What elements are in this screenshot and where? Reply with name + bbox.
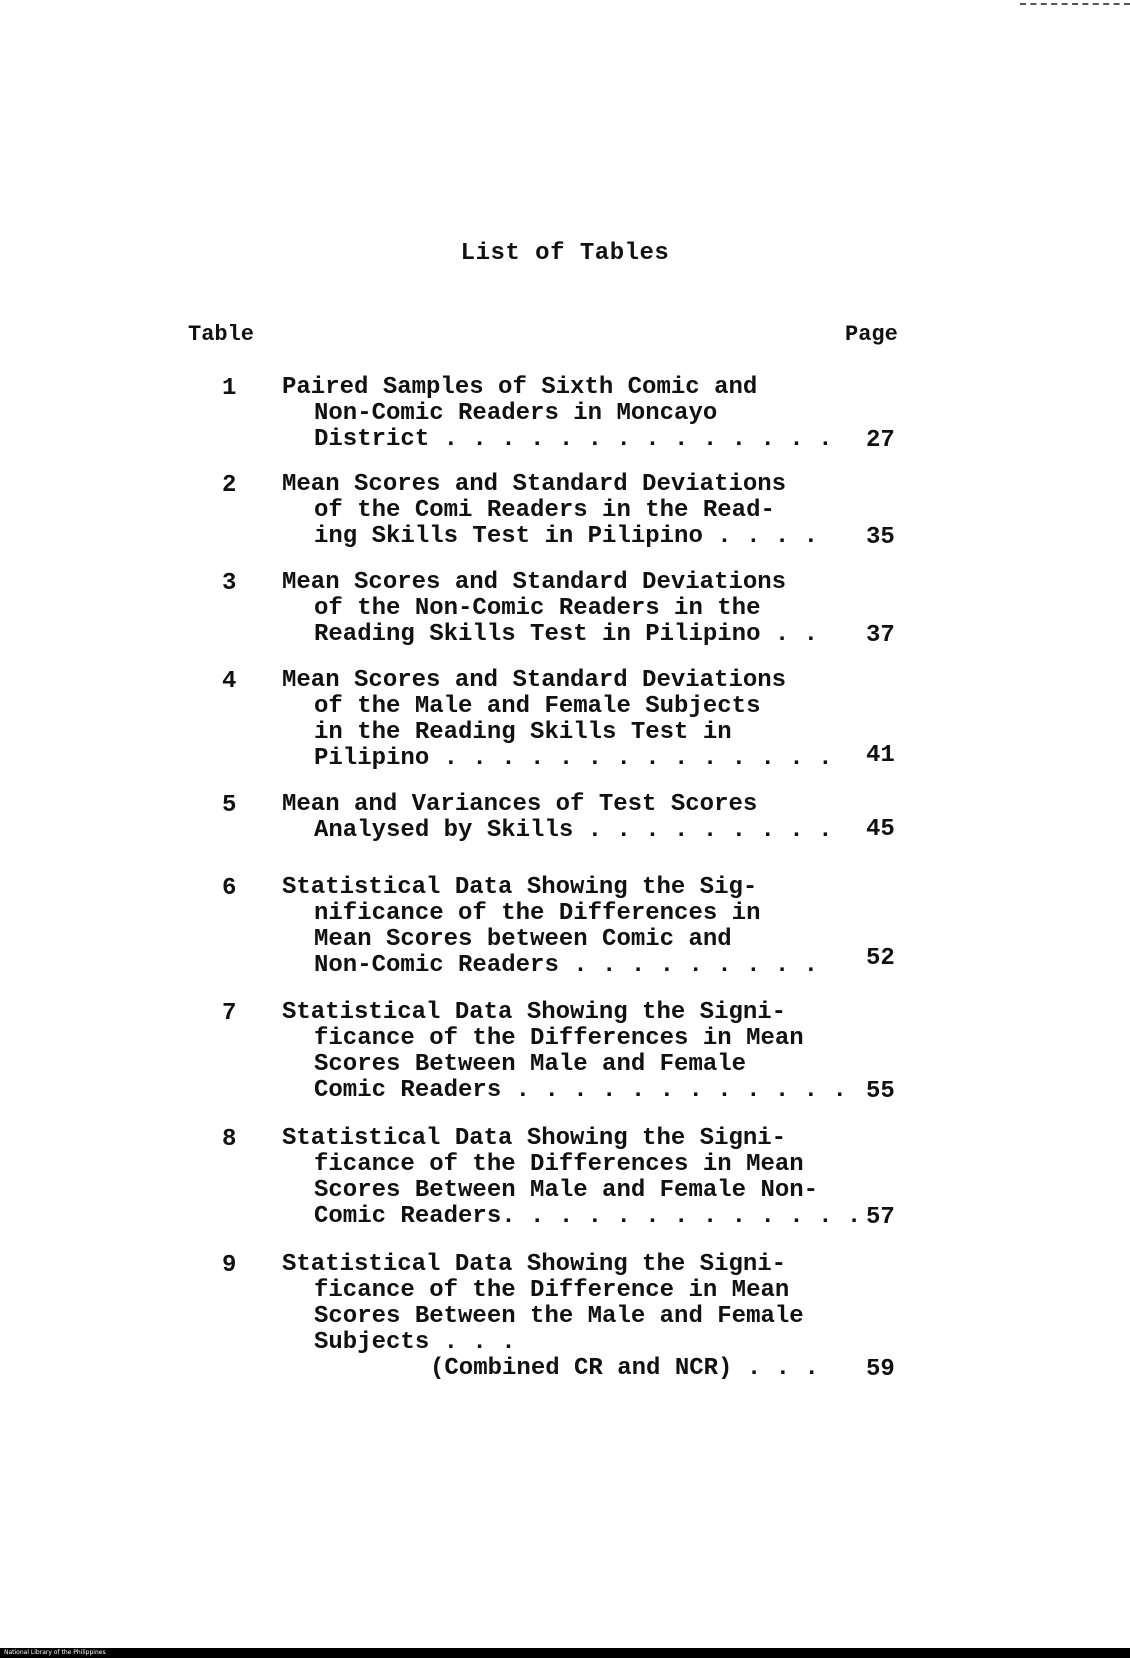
scan-corner-mark: [1020, 0, 1130, 5]
table-entry-3: [0, 569, 1130, 649]
table-entry-5: [0, 791, 1130, 844]
entry-line: Mean Scores and Standard Deviations: [282, 471, 787, 498]
entry-line: of the Male and Female Subjects: [314, 693, 761, 720]
entry-page-number: 27: [866, 427, 895, 454]
entry-number: 4: [222, 668, 237, 695]
table-entry-1: [0, 374, 1130, 454]
column-header-page: Page: [845, 322, 898, 347]
entry-page-number: 52: [866, 945, 895, 972]
table-entry-6: [0, 874, 1130, 979]
entry-page-number: 37: [866, 622, 895, 649]
entry-line: Statistical Data Showing the Signi-: [282, 1251, 787, 1278]
entry-line: Paired Samples of Sixth Comic and: [282, 374, 758, 401]
table-entry-2: [0, 471, 1130, 551]
entry-number: 1: [222, 375, 237, 402]
entry-page-number: 35: [866, 524, 895, 551]
entry-line: Statistical Data Showing the Sig-: [282, 874, 758, 901]
entry-number: 7: [222, 1000, 237, 1027]
entry-line: Mean and Variances of Test Scores: [282, 791, 758, 818]
entry-number: 2: [222, 472, 237, 499]
entry-line: Scores Between the Male and Female: [314, 1303, 804, 1330]
entry-page-number: 57: [866, 1204, 895, 1231]
entry-number: 8: [222, 1126, 237, 1153]
entry-line: Scores Between Male and Female: [314, 1051, 747, 1078]
entry-line: of the Non-Comic Readers in the: [314, 595, 761, 622]
entry-line: Statistical Data Showing the Signi-: [282, 999, 787, 1026]
entry-line: Scores Between Male and Female Non-: [314, 1177, 819, 1204]
entry-line: Comic Readers . . . . . . . . . . . .: [314, 1077, 847, 1104]
entry-line: ing Skills Test in Pilipino . . . .: [314, 523, 819, 550]
entry-line: nificance of the Differences in: [314, 900, 761, 927]
entry-line: (Combined CR and NCR) . . .: [430, 1355, 819, 1382]
entry-line: Non-Comic Readers in Moncayo: [314, 400, 718, 427]
entry-line: Subjects . . .: [314, 1329, 516, 1356]
footer-text: National Library of the Philippines: [4, 1649, 106, 1656]
entry-page-number: 55: [866, 1078, 895, 1105]
entry-line: Mean Scores and Standard Deviations: [282, 667, 787, 694]
entry-page-number: 41: [866, 742, 895, 769]
table-entry-9: [0, 1251, 1130, 1383]
entry-line: Non-Comic Readers . . . . . . . . .: [314, 952, 819, 979]
entry-number: 5: [222, 792, 237, 819]
entry-line: in the Reading Skills Test in: [314, 719, 732, 746]
entry-page-number: 59: [866, 1356, 895, 1383]
entry-line: Comic Readers. . . . . . . . . . . . .: [314, 1203, 862, 1230]
entry-number: 9: [222, 1252, 237, 1279]
table-entry-7: [0, 999, 1130, 1105]
entry-line: Mean Scores and Standard Deviations: [282, 569, 787, 596]
table-entry-4: [0, 667, 1130, 772]
entry-line: ficance of the Differences in Mean: [314, 1025, 804, 1052]
entry-line: Pilipino . . . . . . . . . . . . . .: [314, 745, 833, 772]
entry-line: ficance of the Differences in Mean: [314, 1151, 804, 1178]
scan-footer-strip: [0, 1648, 1130, 1658]
table-entry-8: [0, 1125, 1130, 1231]
page-title: List of Tables: [460, 240, 670, 267]
entry-line: District . . . . . . . . . . . . . .: [314, 426, 833, 453]
entry-line: Mean Scores between Comic and: [314, 926, 732, 953]
entry-line: ficance of the Difference in Mean: [314, 1277, 790, 1304]
entry-line: of the Comi Readers in the Read-: [314, 497, 775, 524]
entry-line: Reading Skills Test in Pilipino . .: [314, 621, 819, 648]
column-header-table: Table: [188, 322, 255, 347]
entry-number: 3: [222, 570, 237, 597]
entry-line: Analysed by Skills . . . . . . . . .: [314, 817, 833, 844]
entry-page-number: 45: [866, 816, 895, 843]
entry-number: 6: [222, 875, 237, 902]
entry-line: Statistical Data Showing the Signi-: [282, 1125, 787, 1152]
